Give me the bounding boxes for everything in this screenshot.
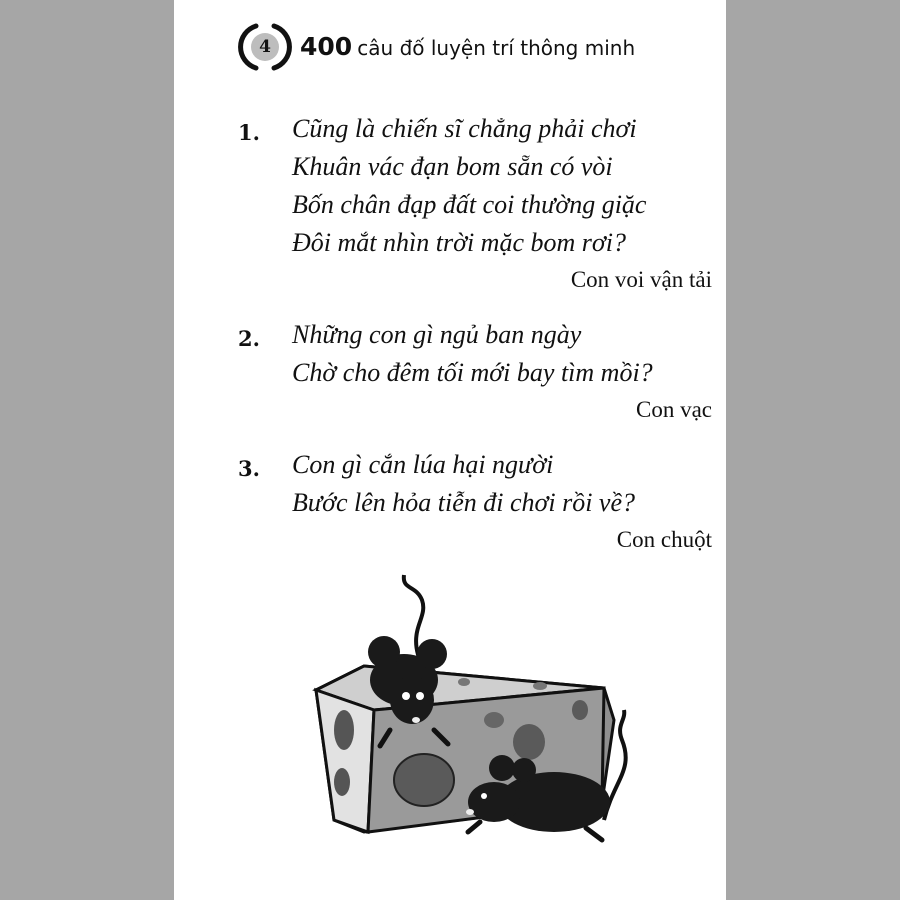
riddle-1 (238, 110, 712, 298)
book-title-number: 400 (300, 32, 353, 61)
mice-cheese-illustration (304, 570, 634, 860)
riddle-line: Con gì cắn lúa hại người (292, 450, 554, 479)
riddle-number: 2. (238, 326, 260, 351)
riddle-answer: Con vạc (635, 397, 712, 422)
riddle-line: Những con gì ngủ ban ngày (292, 320, 582, 349)
riddle-line: Chờ cho đêm tối mới bay tìm mồi? (292, 358, 653, 387)
riddle-line: Cũng là chiến sĩ chẳng phải chơi (292, 114, 637, 143)
riddle-line: Bước lên hỏa tiễn đi chơi rồi về? (292, 488, 636, 517)
book-title-text: câu đố luyện trí thông minh (357, 36, 636, 60)
riddle-3 (238, 446, 712, 558)
riddle-2 (238, 316, 712, 428)
page-number: 4 (259, 37, 271, 57)
riddle-line: Khuân vác đạn bom sẵn có vòi (292, 152, 613, 181)
riddle-answer: Con voi vận tải (570, 267, 712, 292)
riddle-line: Đôi mắt nhìn trời mặc bom rơi? (292, 228, 626, 257)
page-number-badge (236, 22, 292, 72)
riddle-line: Bốn chân đạp đất coi thường giặc (292, 190, 647, 219)
riddle-answer: Con chuột (616, 527, 712, 552)
riddle-number: 3. (238, 456, 260, 481)
riddle-number: 1. (238, 120, 260, 145)
book-page (174, 0, 726, 900)
book-title (300, 32, 635, 61)
